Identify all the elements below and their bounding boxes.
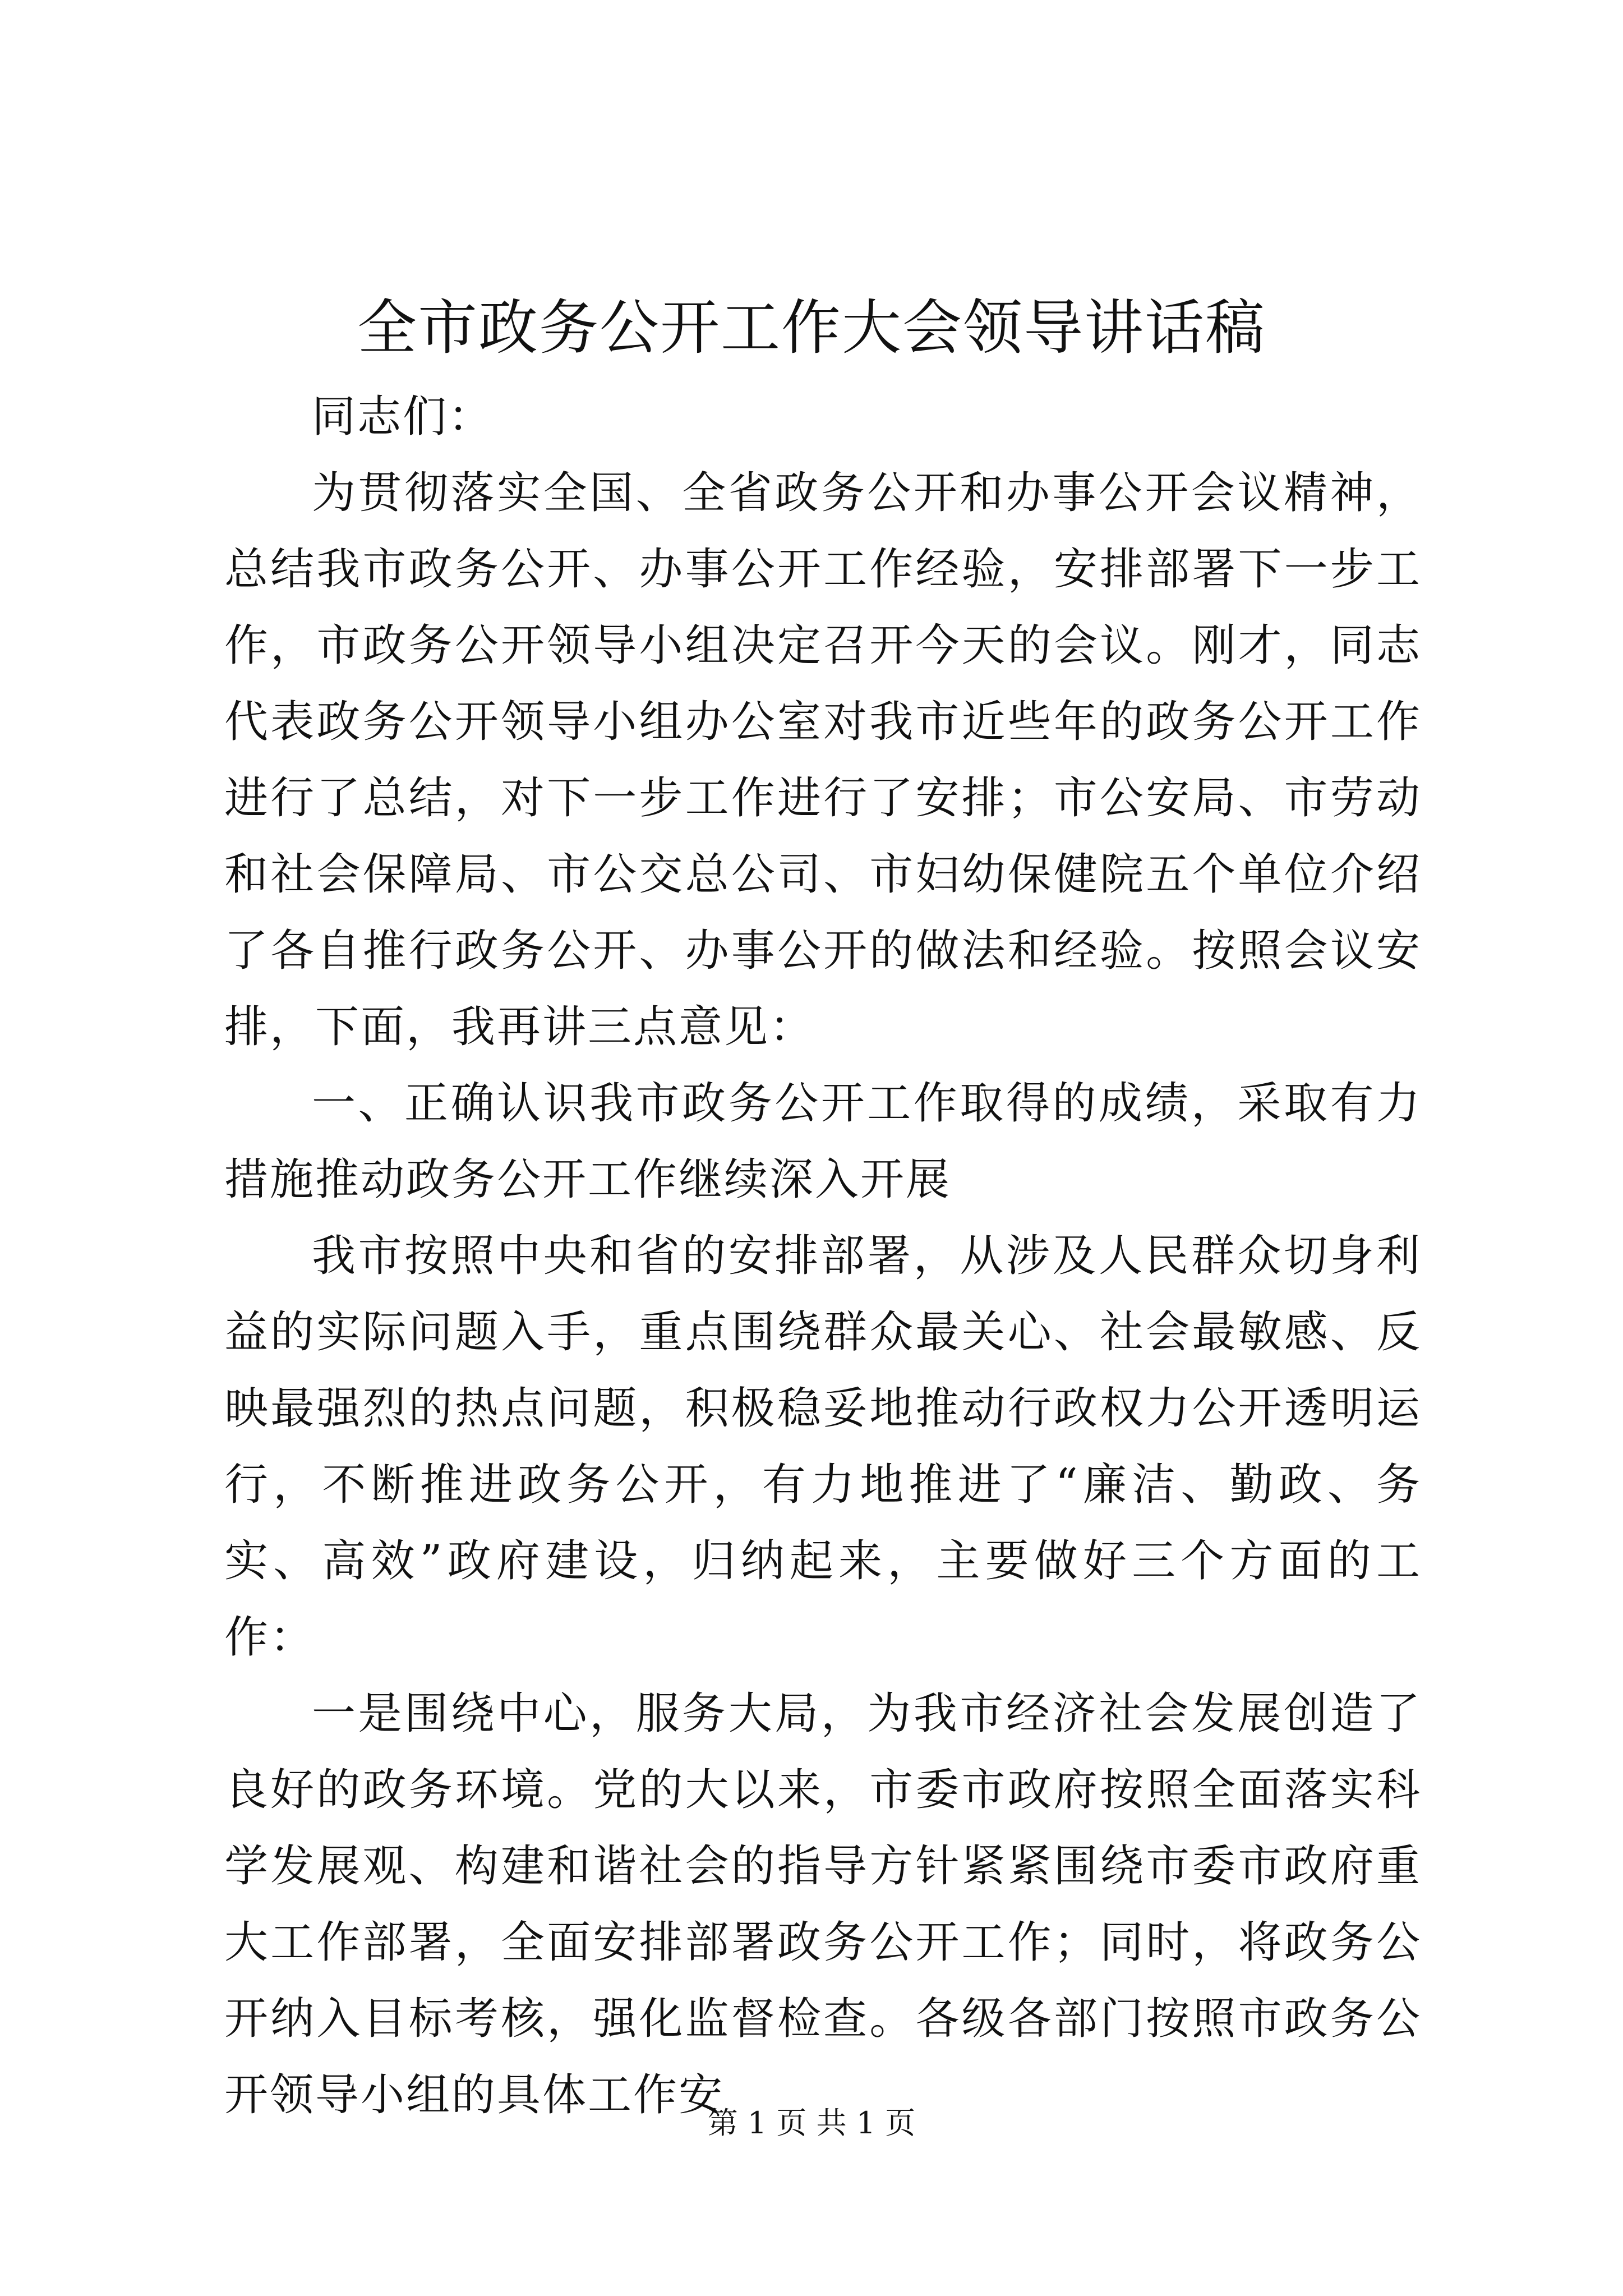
intro-paragraph: 为贯彻落实全国、全省政务公开和办事公开会议精神，总结我市政务公开、办事公开工作经验，安排部署下一步工作，市政务公开领导小组决定召开今天的会议。刚才，同志代表政务公开领导小组办公室对我市近些年的政务公开工作进行了总结，对下一步工作进行了安排；市公安局、市劳动和社会保障局、市公交总公司、市妇幼保健院五个单位介绍了各自推行政务公开、办事公开的做法和经验。按照会议安排，下面，我再讲三点意见： <box>224 468 1422 1052</box>
page-footer: 第 1 页 共 1 页 <box>707 2105 916 2141</box>
document-title: 全市政务公开工作大会领导讲话稿 <box>357 293 1266 362</box>
body-paragraph: 我市按照中央和省的安排部署，从涉及人民群众切身利益的实际问题入手，重点围绕群众最关心、社会最敏感、反映最强烈的热点问题，积极稳妥地推动行政权力公开透明运行，不断推进政务公开，有力地推进了“廉洁、勤政、务实、高效”政府建设，归纳起来，主要做好三个方面的工作： <box>224 1231 1422 1663</box>
salutation-paragraph: 同志们： <box>312 392 494 442</box>
document-body <box>224 379 1422 2133</box>
body-paragraph: 一是围绕中心，服务大局，为我市经济社会发展创造了良好的政务环境。党的大以来，市委市政府按照全面落实科学发展观、构建和谐社会的指导方针紧紧围绕市委市政府重大工作部署，全面安排部署政务公开工作；同时，将政务公开纳入目标考核，强化监督检查。各级各部门按照市政务公开领导小组的具体工作安 <box>224 1688 1422 2120</box>
section-heading-paragraph: 一、正确认识我市政务公开工作取得的成绩，采取有力措施推动政务公开工作继续深入开展 <box>224 1078 1422 1205</box>
